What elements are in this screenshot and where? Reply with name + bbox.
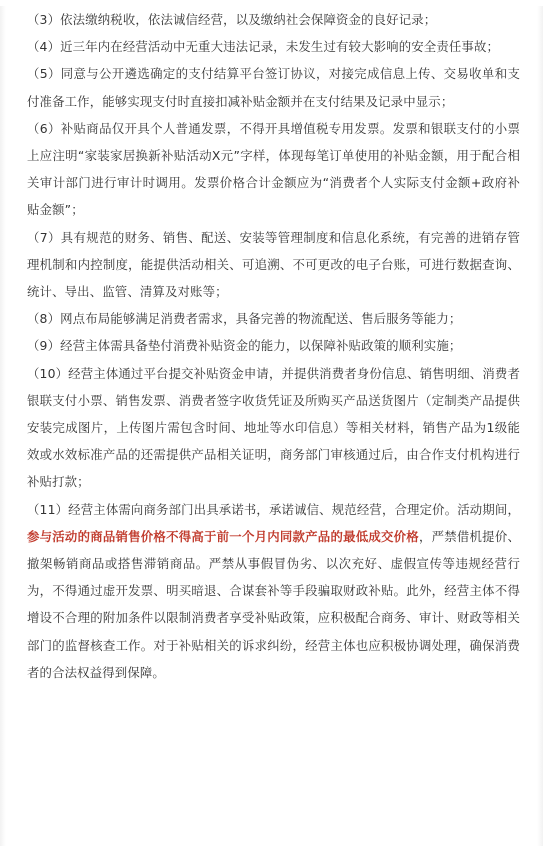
clause-3: （3）依法缴纳税收，依法诚信经营，以及缴纳社会保障资金的良好记录； bbox=[27, 12, 437, 27]
clause-6: （6）补贴商品仅开具个人普通发票，不得开具增值税专用发票。发票和银联支付的小票上应注明“家装家居换新补贴活动X元”字样，体现每笔订单使用的补贴金额，用于配合相关审计部门进行审计时调用。发票价格合计金额应为“消费者个人实际支付金额+政府补贴金额”； bbox=[27, 120, 520, 218]
clause-7: （7）具有规范的财务、销售、配送、安装等管理制度和信息化系统，有完善的进销存管理机制和内控制度，能提供活动相关、可追溯、不可更改的电子台账，可进行数据查询、统计、导出、监管、清算及对账等； bbox=[27, 229, 520, 300]
clause-11 bbox=[27, 496, 520, 686]
clause-4: （4）近三年内在经营活动中无重大违法记录，未发生过有较大影响的安全责任事故； bbox=[27, 39, 500, 55]
clause-11-highlight: 参与活动的商品销售价格不得高于前一个月内同款产品的最低成交价格 bbox=[27, 528, 419, 544]
page-shadow-left bbox=[0, 6, 6, 846]
clause-10: （10）经营主体通过平台提交补贴资金申请，并提供消费者身份信息、销售明细、消费者银联支付小票、销售发票、消费者签字收货凭证及所购买产品送货图片（定制类产品提供安装完成图片，上传图片需包含时间、地址等水印信息）等相关材料，销售产品为1级能效或水效标准产品的还需提供产品相关证明，商务部门审核通过后，由合作支付机构进行补贴打款； bbox=[27, 365, 520, 490]
clause-11-rest: ，严禁借机提价、撤架畅销商品或搭售滞销商品。严禁从事假冒伪劣、以次充好、虚假宣传等违规经营行为，不得通过虚开发票、明买暗退、合谋套补等手段骗取财政补贴。此外，经营主体不得增设不合理的附加条件以限制消费者享受补贴政策，应积极配合商务、审计、财政等相关部门的监督核查工作。对于补贴相关的诉求纠纷，经营主体也应积极协调处理，确保消费者的合法权益得到保障。 bbox=[27, 528, 520, 680]
page-shadow-right bbox=[537, 6, 543, 846]
clause-11-intro: （11）经营主体需向商务部门出具承诺书，承诺诚信、规范经营，合理定价。活动期间， bbox=[27, 501, 520, 517]
clause-8: （8）网点布局能够满足消费者需求，具备完善的物流配送、售后服务等能力； bbox=[27, 311, 462, 327]
clause-9: （9）经营主体需具备垫付消费补贴资金的能力，以保障补贴政策的顺利实施； bbox=[27, 338, 462, 354]
document-page bbox=[0, 6, 543, 846]
clause-5: （5）同意与公开遴选确定的支付结算平台签订协议，对接完成信息上传、交易收单和支付准备工作，能够实现支付时直接扣减补贴金额并在支付结果及记录中显示； bbox=[27, 66, 520, 109]
